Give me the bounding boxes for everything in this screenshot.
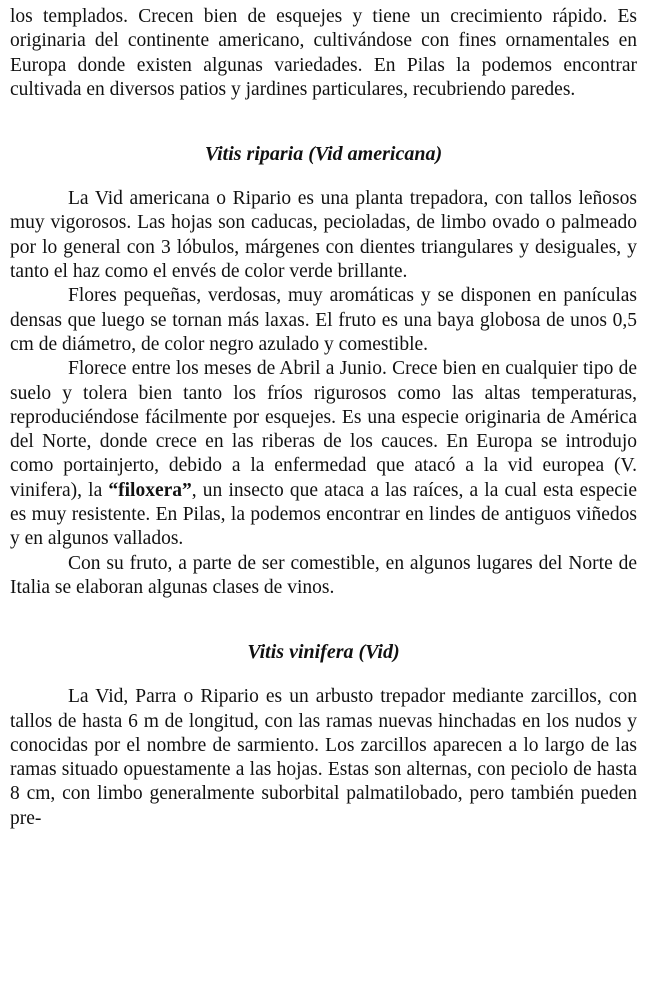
spacer [10, 166, 637, 187]
spacer [10, 600, 637, 640]
paragraph-intro-tail: los templados. Crecen bien de esquejes y tiene un crecimiento rápido. Es originaria del continente americano, cultivándose con fines ornamentales en Europa donde existen algunas variedades. En Pilas la podemos encontrar cultivada en diversos patios y jardines particulares, recubriendo paredes. [10, 6, 637, 100]
paragraph-vinifera-description: La Vid, Parra o Ripario es un arbusto trepador mediante zarcillos, con tallos de hasta 6 m de longitud, con las ramas nuevas hinchadas en los nudos y conocidas por el nombre de sarmiento. Los zarcillos aparecen a lo largo de las ramas situado opuestamente a las hojas. Estas son alternas, con peciolo de hasta 8 cm, con limbo generalmente suborbital palmatilobado, pero también pueden pre- [10, 686, 637, 829]
paragraph-riparia-uses: Con su fruto, a parte de ser comestible, en algunos lugares del Norte de Italia se elaboran algunas clases de vinos. [10, 552, 637, 598]
habitat-text-end: , un insecto que ataca a las raíces, a la cual esta especie es muy resistente. En Pilas, la podemos encontrar en lindes de antiguos viñedos y en algunos vallados. [10, 479, 637, 550]
spacer [10, 664, 637, 685]
spacer [10, 102, 637, 142]
paragraph-riparia-description: La Vid americana o Ripario es una planta trepadora, con tallos leñosos muy vigorosos. Las hojas son caducas, pecioladas, de limbo ovado o palmeado por lo general con 3 lóbulos, márgenes con dientes triangulares y desiguales, y tanto el haz como el envés de color verde brillante. [10, 188, 637, 283]
filoxera-term: “filoxera” [108, 479, 192, 501]
habitat-text-start: Florece entre los meses de Abril a Junio. Crece bien en cualquier tipo de suelo y tolera bien tanto los fríos rigurosos como las altas temperaturas, reproduciéndose fácilmente por esquejes. Es una especie originaria de América del Norte, donde crece en las riberas de los cauces. En Europa se introdujo como portainjerto, debido a la enfermedad que atacó a la vid europea (V. vinifera), la [10, 358, 637, 501]
paragraph-riparia-flowers: Flores pequeñas, verdosas, muy aromáticas y se disponen en panículas densas que luego se tornan más laxas. El fruto es una baya globosa de unos 0,5 cm de diámetro, de color negro azulado y comestible. [10, 285, 637, 355]
heading-vitis-vinifera: Vitis vinifera (Vid) [247, 641, 400, 664]
paragraph-riparia-habitat [10, 357, 637, 551]
heading-vitis-riparia: Vitis riparia (Vid americana) [204, 143, 443, 166]
